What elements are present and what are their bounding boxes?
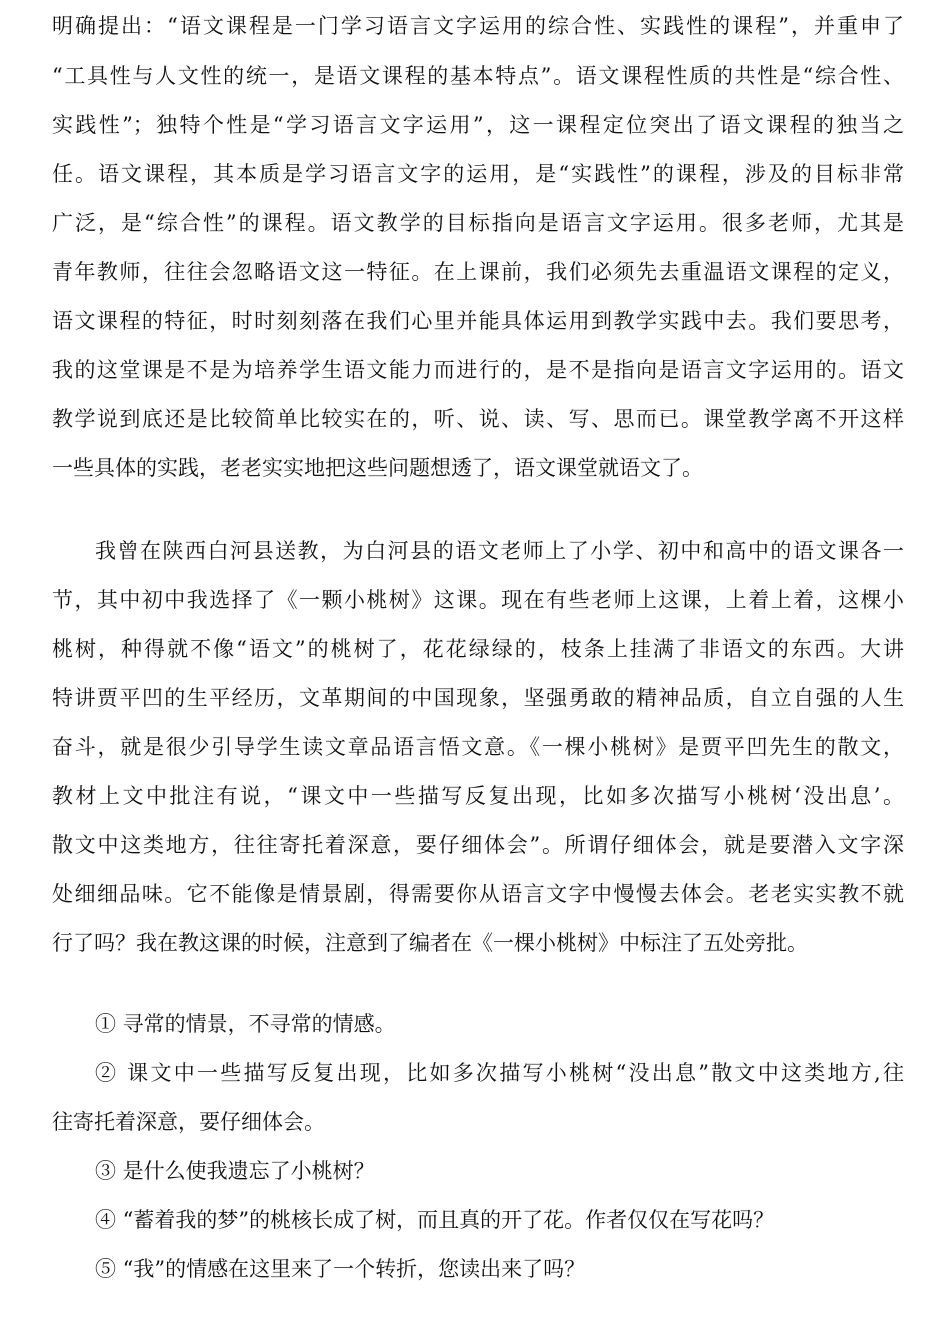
paragraph-1-line-6: 青年教师，往往会忽略语文这一特征。在上课前，我们必须先去重温语文课程的定义， bbox=[52, 260, 904, 284]
annotation-item-5: ⑤ “我”的情感在这里来了一个转折，您读出来了吗？ bbox=[95, 1257, 586, 1281]
paragraph-2-line-2: 节，其中初中我选择了《一颗小桃树》这课。现在有些老师上这课，上着上着，这棵小 bbox=[52, 588, 904, 612]
paragraph-1-line-8: 我的这堂课是不是为培养学生语文能力而进行的，是不是指向是语言文字运用的。语文 bbox=[52, 358, 904, 382]
paragraph-2-line-8: 处细细品味。它不能像是情景剧，得需要你从语言文字中慢慢去体会。老老实实教不就 bbox=[52, 882, 904, 906]
paragraph-1-line-1: 明确提出：“语文课程是一门学习语言文字运用的综合性、实践性的课程”，并重申了 bbox=[52, 14, 904, 38]
paragraph-1-line-9: 教学说到底还是比较简单比较实在的，听、说、读、写、思而已。课堂教学离不开这样 bbox=[52, 407, 904, 431]
annotation-item-3: ③ 是什么使我遗忘了小桃树？ bbox=[95, 1159, 375, 1183]
paragraph-1-line-2: “工具性与人文性的统一，是语文课程的基本特点”。语文课程性质的共性是“综合性、 bbox=[52, 64, 904, 88]
paragraph-2-line-3: 桃树，种得就不像“语文”的桃树了，花花绿绿的，枝条上挂满了非语文的东西。大讲 bbox=[52, 637, 904, 661]
paragraph-2-line-6: 教材上文中批注有说，“课文中一些描写反复出现，比如多次描写小桃树‘没出息’。 bbox=[52, 784, 904, 808]
annotation-item-1: ① 寻常的情景，不寻常的情感。 bbox=[95, 1012, 396, 1036]
paragraph-1-line-5: 广泛，是“综合性”的课程。语文教学的目标指向是语言文字运用。很多老师，尤其是 bbox=[52, 211, 904, 235]
paragraph-2-line-9: 行了吗？我在教这课的时候，注意到了编者在《一棵小桃树》中标注了五处旁批。 bbox=[52, 931, 808, 955]
paragraph-2-line-1: 我曾在陕西白河县送教，为白河县的语文老师上了小学、初中和高中的语文课各一 bbox=[95, 539, 904, 563]
paragraph-1-line-10: 一些具体的实践，老老实实地把这些问题想透了，语文课堂就语文了。 bbox=[52, 456, 703, 480]
annotation-item-4: ④ “蓄着我的梦”的桃核长成了树，而且真的开了花。作者仅仅在写花吗？ bbox=[95, 1208, 775, 1232]
paragraph-2-line-5: 奋斗，就是很少引导学生读文章品语言悟文意。《一棵小桃树》是贾平凹先生的散文， bbox=[52, 735, 904, 759]
paragraph-1-line-4: 任。语文课程，其本质是学习语言文字的运用，是“实践性”的课程，涉及的目标非常 bbox=[52, 162, 904, 186]
annotation-item-2-line-2: 往寄托着深意，要仔细体会。 bbox=[52, 1110, 325, 1134]
paragraph-1-line-7: 语文课程的特征，时时刻刻落在我们心里并能具体运用到教学实践中去。我们要思考， bbox=[52, 309, 904, 333]
paragraph-1-line-3: 实践性”；独特个性是“学习语言文字运用”，这一课程定位突出了语文课程的独当之 bbox=[52, 113, 904, 137]
annotation-item-2-line-1: ② 课文中一些描写反复出现，比如多次描写小桃树“没出息”散文中这类地方,往 bbox=[95, 1061, 904, 1085]
paragraph-2-line-4: 特讲贾平凹的生平经历，文革期间的中国现象，坚强勇敢的精神品质，自立自强的人生 bbox=[52, 686, 904, 710]
paragraph-2-line-7: 散文中这类地方，往往寄托着深意，要仔细体会”。所谓仔细体会，就是要潜入文字深 bbox=[52, 833, 904, 857]
